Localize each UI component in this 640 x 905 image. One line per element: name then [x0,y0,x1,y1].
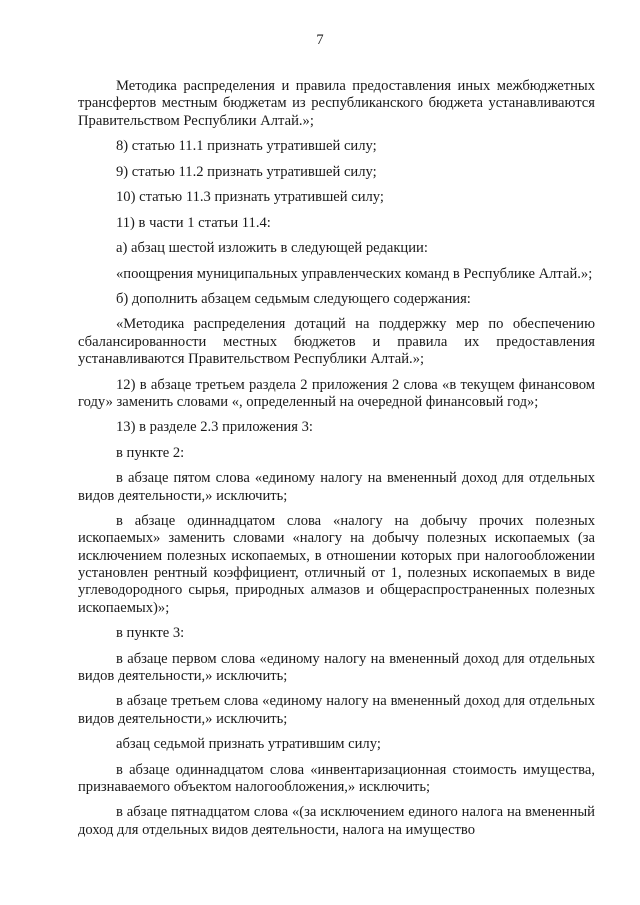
document-body [78,78,595,847]
paragraph-item-9: 9) статью 11.2 признать утратившей силу; [116,163,377,180]
page-number: 7 [316,32,324,48]
paragraph-point-2: в пункте 2: [116,444,185,461]
paragraph-point-2-eleventh: в абзаце одиннадцатом слова «налогу на добычу прочих полезных ископаемых» заменить словами «налогу на добычу полезных ископаемых (за исключением полезных ископаемых, в отношении которых при налогообложении установлен рентный коэффициент, отличный от 1, полезных ископаемых в виде углеводородного сырья, природных алмазов и общераспространенных полезных ископаемых)»; [78,513,595,616]
paragraph-point-3-third: в абзаце третьем слова «единому налогу на вмененный доход для отдельных видов деятельности,» исключить; [78,693,595,727]
paragraph-methodology-transfers: Методика распределения и правила предоставления иных межбюджетных трансфертов местным бюджетам из республиканского бюджета устанавливаются Правительством Республики Алтай.»; [78,78,595,129]
paragraph-point-3-seventh: абзац седьмой признать утратившим силу; [116,736,381,753]
paragraph-item-11a: а) абзац шестой изложить в следующей редакции: [116,240,428,257]
paragraph-point-3-eleventh: в абзаце одиннадцатом слова «инвентаризационная стоимость имущества, признаваемого объектом налогообложения,» исключить; [78,761,595,795]
paragraph-item-12: 12) в абзаце третьем раздела 2 приложения 2 слова «в текущем финансовом году» заменить словами «, определенный на очередной финансовый год»; [78,376,595,410]
paragraph-quote-methodology-subsidies: «Методика распределения дотаций на поддержку мер по обеспечению сбалансированности местных бюджетов и правила их предоставления устанавливаются Правительством Республики Алтай.»; [78,316,595,368]
paragraph-quote-incentives: «поощрения муниципальных управленческих команд в Республике Алтай.»; [116,265,593,282]
paragraph-item-11: 11) в части 1 статьи 11.4: [116,214,271,231]
paragraph-point-3-fifteenth: в абзаце пятнадцатом слова «(за исключением единого налога на вмененный доход для отдельных видов деятельности, налога на имущество [78,804,595,838]
paragraph-item-11b: б) дополнить абзацем седьмым следующего содержания: [116,290,471,307]
paragraph-item-13: 13) в разделе 2.3 приложения 3: [116,419,313,436]
paragraph-item-10: 10) статью 11.3 признать утратившей силу; [116,189,384,206]
paragraph-point-3: в пункте 3: [116,625,185,642]
paragraph-item-8: 8) статью 11.1 признать утратившей силу; [116,138,377,155]
paragraph-point-2-fifth: в абзаце пятом слова «единому налогу на вмененный доход для отдельных видов деятельности,» исключить; [78,470,595,504]
paragraph-point-3-first: в абзаце первом слова «единому налогу на вмененный доход для отдельных видов деятельности,» исключить; [78,650,595,684]
